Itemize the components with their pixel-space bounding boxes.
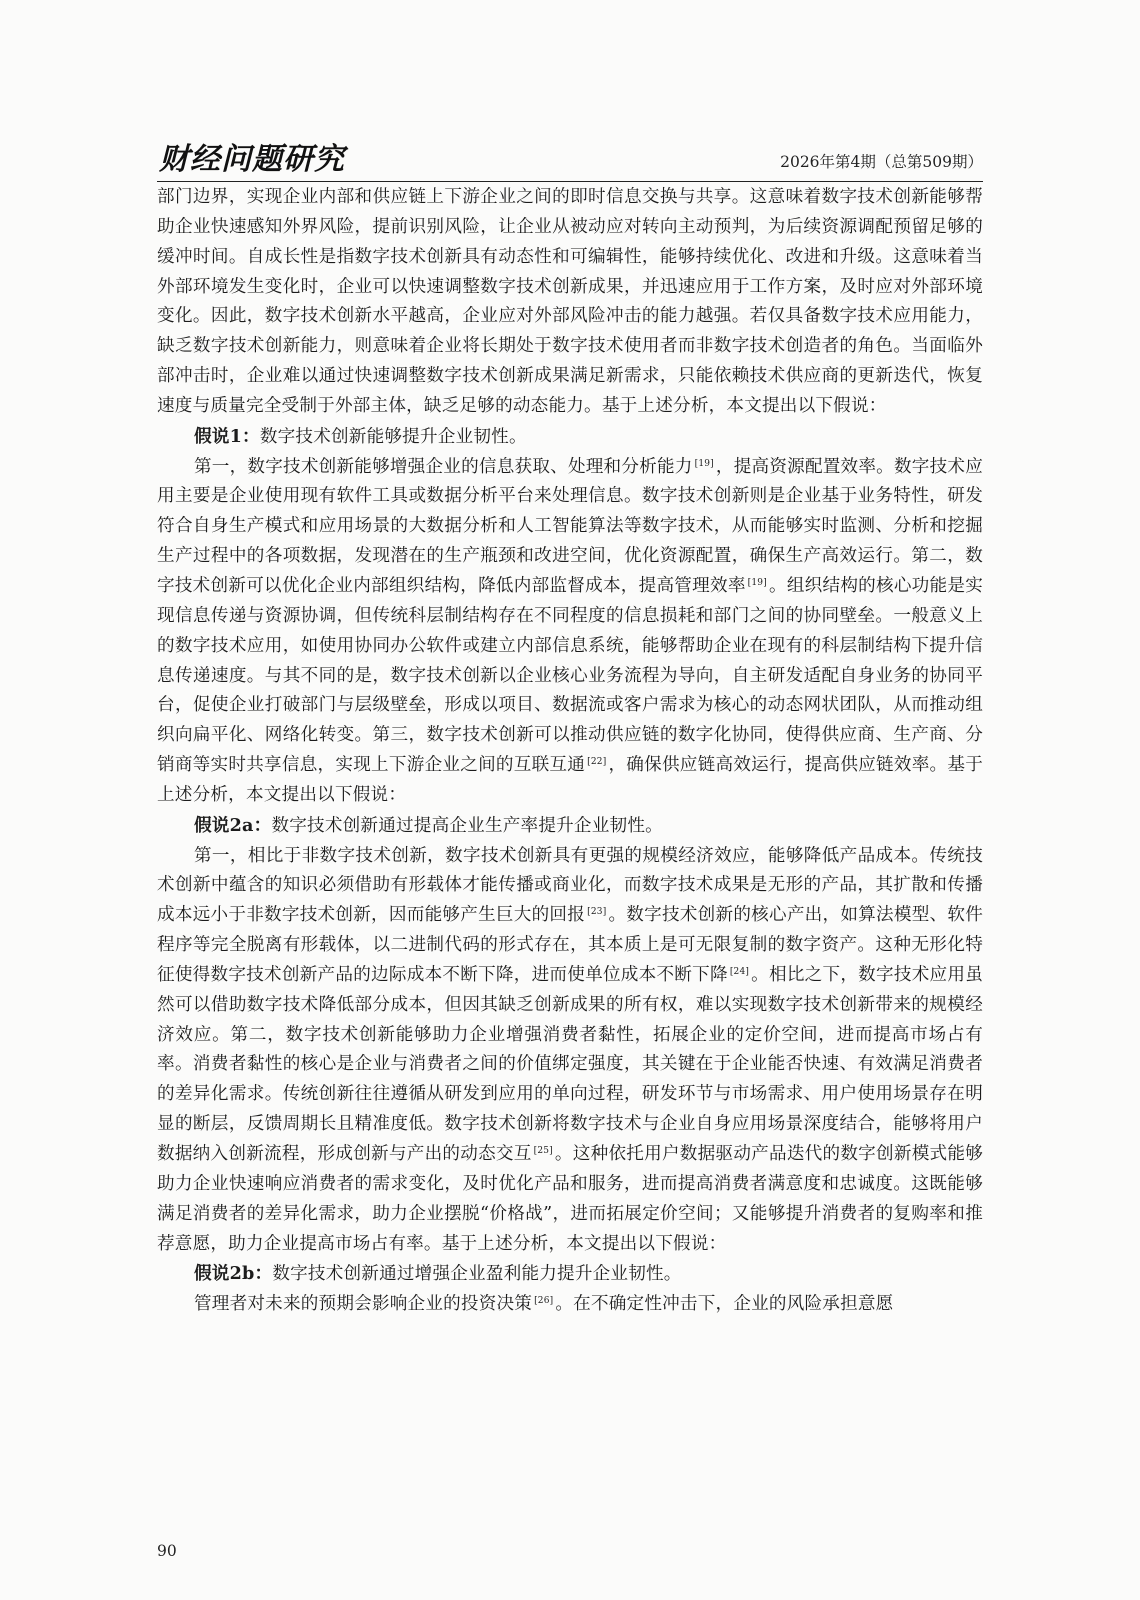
citation: [26]	[534, 1296, 554, 1307]
hypothesis-text: 数字技术创新通过提高企业生产率提升企业韧性。	[271, 815, 663, 836]
citation: [19]	[694, 458, 714, 469]
citation: [19]	[747, 578, 767, 589]
paragraph-text: 。这种依托用户数据驱动产品迭代的数字创新模式能够助力企业快速响应消费者的需求变化，及时优化产品和服务，进而提高消费者满意度和忠诚度。这既能够满足消费者的差异化需求，助力企业摆脱“价格战”，进而拓展定价空间；又能够提升消费者的复购率和推荐意愿，助力企业提高市场占有率。基于上述分析，本文提出以下假说：	[157, 1144, 984, 1254]
running-header	[157, 144, 983, 178]
paragraph-text: 管理者对未来的预期会影响企业的投资决策	[194, 1294, 533, 1315]
paragraph-text: ，提高资源配置效率。数字技术应用主要是企业使用现有软件工具或数据分析平台来处理信息。数字技术创新则是企业基于业务特性，研发符合自身生产模式和应用场景的大数据分析和人工智能算法等数字技术，从而能够实时监测、分析和挖掘生产过程中的各项数据，发现潜在的生产瓶颈和改进空间，优化资源配置，确保生产高效运行。第二，数字技术创新可以优化企业内部组织结构，降低内部监督成本，提高管理效率	[157, 456, 983, 596]
paragraph-text: 。数字技术创新的核心产出，如算法模型、软件程序等完全脱离有形载体，以二进制代码的形式存在，其本质上是可无限复制的数字资产。这种无形化特征使得数字技术创新产品的边际成本不断下降，进而使单位成本不断下降	[157, 905, 984, 985]
paragraph-text: 第一，相比于非数字技术创新，数字技术创新具有更强的规模经济效应，能够降低产品成本。传统技术创新中蕴含的知识必须借助有形载体才能传播或商业化，而数字技术成果是无形的产品，其扩散和传播成本远小于非数字技术创新，因而能够产生巨大的回报	[157, 845, 983, 926]
hypothesis-label: 假说1：	[194, 425, 260, 447]
page-number: 90	[157, 1542, 177, 1560]
paragraph-text: 。相比之下，数字技术应用虽然可以借助数字技术降低部分成本，但因其缺乏创新成果的所有权，难以实现数字技术创新带来的规模经济效应。第二，数字技术创新能够助力企业增强消费者黏性，拓展企业的定价空间，进而提高市场占有率。消费者黏性的核心是企业与消费者之间的价值绑定强度，其关键在于企业能否快速、有效满足消费者的差异化需求。传统创新往往遵循从研发到应用的单向过程，研发环节与市场需求、用户使用场景存在明显的断层，反馈周期长且精准度低。数字技术创新将数字技术与企业自身应用场景深度结合，能够将用户数据纳入创新流程，形成创新与产出的动态交互	[157, 964, 984, 1164]
hypothesis-text: 数字技术创新通过增强企业盈利能力提升企业韧性。	[272, 1264, 682, 1285]
paragraph	[157, 1290, 983, 1320]
journal-logo: 财经问题研究	[159, 142, 345, 177]
hypothesis-text: 数字技术创新能够提升企业韧性。	[259, 426, 527, 447]
header-rule	[157, 181, 983, 182]
citation: [22]	[587, 757, 607, 768]
hypothesis-label: 假说2a：	[194, 814, 272, 836]
paragraph-text: 。在不确定性冲击下，企业的风险承担意愿	[555, 1294, 894, 1315]
paragraph-text: 第一，数字技术创新能够增强企业的信息获取、处理和分析能力	[194, 456, 693, 477]
hypothesis-2b	[157, 1259, 983, 1290]
paragraph	[157, 183, 983, 422]
hypothesis-label: 假说2b：	[194, 1263, 273, 1285]
paragraph-text: 。组织结构的核心功能是实现信息传递与资源协调，但传统科层制结构存在不同程度的信息损耗和部门之间的协同壁垒。一般意义上的数字技术应用，如使用协同办公软件或建立内部信息系统，能够帮助企业在现有的科层制结构下提升信息传递速度。与其不同的是，数字技术创新以企业核心业务流程为导向，自主研发适配自身业务的协同平台，促使企业打破部门与层级壁垒，形成以项目、数据流或客户需求为核心的动态网状团队，从而推动组织向扁平化、网络化转变。第三，数字技术创新可以推动供应链的数字化协同，使得供应商、生产商、分销商等实时共享信息，实现上下游企业之间的互联互通	[157, 575, 983, 776]
paragraph-text: ，确保供应链高效运行，提高供应链效率。基于上述分析，本文提出以下假说：	[157, 755, 984, 805]
citation: [25]	[533, 1146, 553, 1157]
paragraph	[157, 842, 983, 1260]
citation: [23]	[587, 907, 607, 918]
paragraph	[157, 453, 983, 811]
paragraph-text: 部门边界，实现企业内部和供应链上下游企业之间的即时信息交换与共享。这意味着数字技术创新能够帮助企业快速感知外界风险，提前识别风险，让企业从被动应对转向主动预判，为后续资源调配预留足够的缓冲时间。自成长性是指数字技术创新具有动态性和可编辑性，能够持续优化、改进和升级。这意味着当外部环境发生变化时，企业可以快速调整数字技术创新成果，并迅速应用于工作方案，及时应对外部环境变化。因此，数字技术创新水平越高，企业应对外部风险冲击的能力越强。若仅具备数字技术应用能力，缺乏数字技术创新能力，则意味着企业将长期处于数字技术使用者而非数字技术创造者的角色。当面临外部冲击时，企业难以通过快速调整数字技术创新成果满足新需求，只能依赖技术供应商的更新迭代，恢复速度与质量完全受制于外部主体，缺乏足够的动态能力。基于上述分析，本文提出以下假说：	[157, 187, 983, 416]
issue-info: 2026年第4期（总第509期）	[780, 153, 983, 171]
body-text	[157, 183, 983, 1320]
hypothesis-2a	[157, 811, 983, 842]
hypothesis-1	[157, 422, 983, 453]
citation: [24]	[729, 967, 750, 978]
